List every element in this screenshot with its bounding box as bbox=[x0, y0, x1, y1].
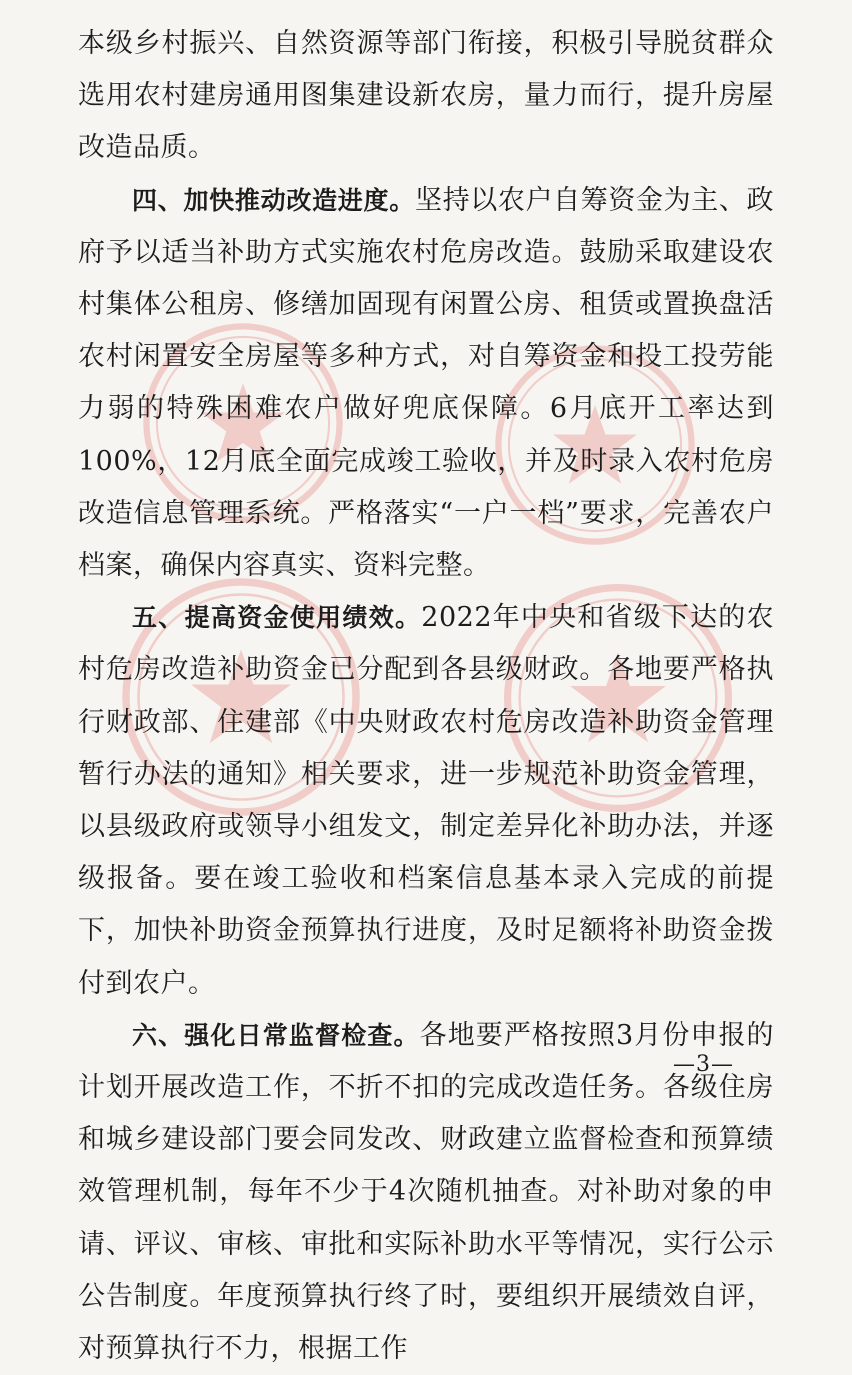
section-heading: 四、加快推动改造进度。 bbox=[132, 185, 415, 215]
page-number: —3— bbox=[673, 1052, 734, 1077]
paragraph-text: 坚持以农户自筹资金为主、政府予以适当补助方式实施农村危房改造。鼓励采取建设农村集体公租房、修缮加固现有闲置公房、租赁或置换盘活农村闲置安全房屋等多种方式，对自筹资金和投工投劳能力弱的特殊困难农户做好兜底保障。6月底开工率达到100%，12月底全面完成竣工验收，并及时录入农村危房改造信息管理系统。严格落实“一户一档”要求，完善农户档案，确保内容真实、资料完整。 bbox=[78, 184, 774, 582]
paragraph-text: 本级乡村振兴、自然资源等部门衔接，积极引导脱贫群众选用农村建房通用图集建设新农房，量力而行，提升房屋改造品质。 bbox=[78, 28, 774, 164]
section-four-paragraph bbox=[78, 175, 774, 593]
section-heading: 五、提高资金使用绩效。 bbox=[132, 603, 422, 633]
section-six-paragraph bbox=[78, 1010, 774, 1375]
paragraph-text: 各地要严格按照3月份申报的计划开展改造工作，不折不扣的完成改造任务。各级住房和城乡建设部门要会同发改、财政建立监督检查和预算绩效管理机制，每年不少于4次随机抽查。对补助对象的申请、评议、审核、审批和实际补助水平等情况，实行公示公告制度。年度预算执行终了时，要组织开展绩效自评，对预算执行不力，根据工作 bbox=[78, 1019, 774, 1365]
section-five-paragraph bbox=[78, 592, 774, 1010]
document-body bbox=[78, 18, 774, 1375]
section-heading: 六、强化日常监督检查。 bbox=[132, 1020, 420, 1050]
paragraph-text: 2022年中央和省级下达的农村危房改造补助资金已分配到各县级财政。各地要严格执行财政部、住建部《中央财政农村危房改造补助资金管理暂行办法的通知》相关要求，进一步规范补助资金管理，以县级政府或领导小组发文，制定差异化补助办法，并逐级报备。要在竣工验收和档案信息基本录入完成的前提下，加快补助资金预算执行进度，及时足额将补助资金拨付到农户。 bbox=[78, 602, 774, 999]
paragraph-continued bbox=[78, 18, 774, 175]
